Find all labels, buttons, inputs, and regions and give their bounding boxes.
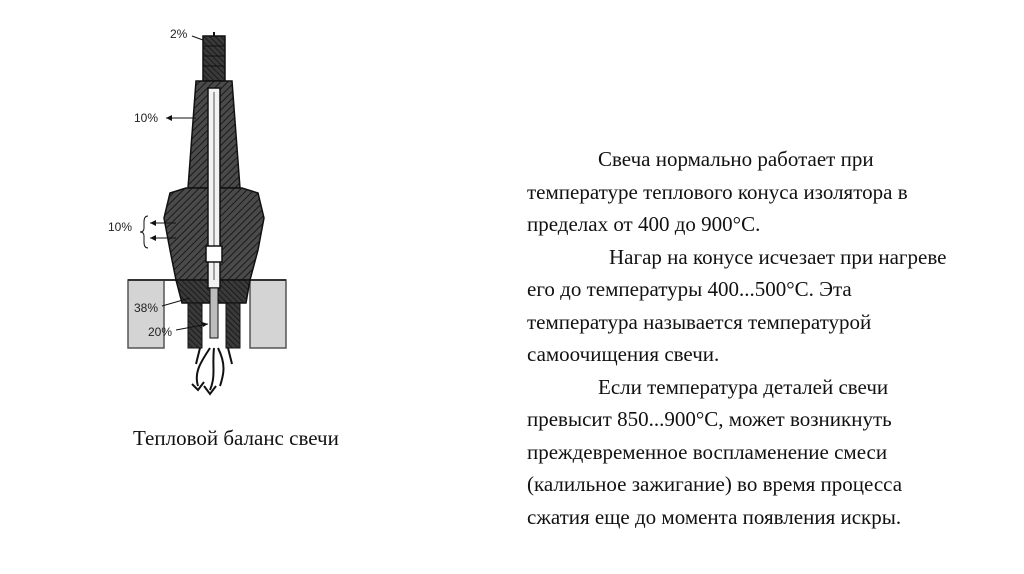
text-line: пределах от 400 до 900°С. [527, 212, 761, 236]
text-line: Нагар на конусе исчезает при нагреве [609, 244, 947, 269]
text-line: температуре теплового конуса изолятора в [527, 179, 908, 204]
text-line: Если температура деталей свечи [598, 374, 889, 399]
body-text [527, 143, 1024, 533]
text-line: его до температуры 400...500°С. Эта [527, 277, 852, 301]
figure-caption: Тепловой баланс свечи [133, 426, 339, 450]
label-10-percent-upper [134, 111, 196, 125]
svg-text:38%: 38% [134, 301, 159, 315]
heat-flow-arrows [192, 348, 224, 394]
spark-plug-heat-balance-figure [100, 18, 300, 408]
text-line: температура называется температурой [527, 309, 872, 334]
text-line: (калильное зажигание) во время процесса [527, 472, 903, 496]
label-2-percent [170, 27, 203, 41]
text-line: Свеча нормально работает при [598, 147, 874, 171]
text-line: преждевременное воспламенение смеси [527, 439, 888, 464]
text-line: самоочищения свечи. [527, 342, 720, 366]
text-line: превысит 850...900°С, может возникнуть [527, 407, 892, 431]
svg-text:2%: 2% [170, 27, 188, 41]
svg-text:10%: 10% [134, 111, 159, 125]
terminal-nut [203, 32, 225, 81]
svg-text:10%: 10% [108, 220, 133, 234]
text-line: сжатия еще до момента появления искры. [527, 504, 902, 529]
svg-text:20%: 20% [148, 325, 173, 339]
